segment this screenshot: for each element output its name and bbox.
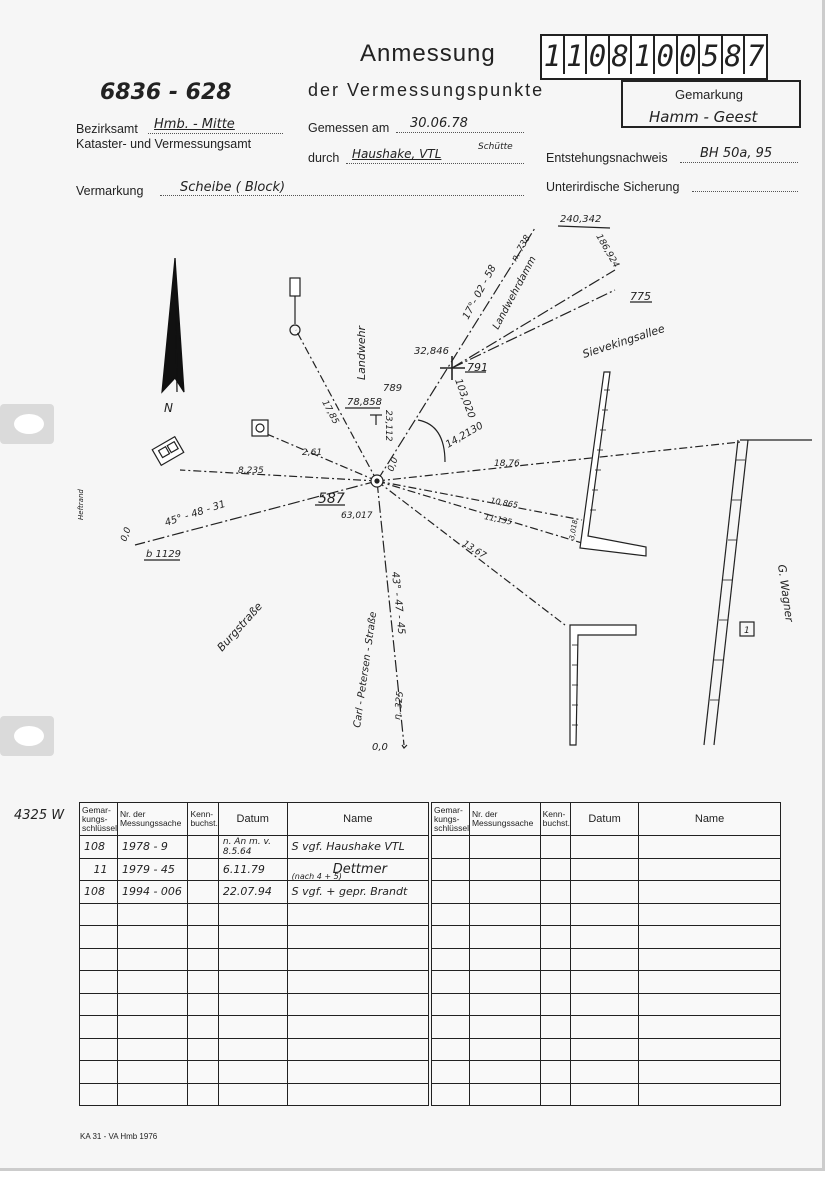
doc-digit: 1: [565, 36, 588, 74]
col-datum: Datum: [571, 803, 639, 836]
point-587-height: 63,017: [341, 511, 373, 521]
register-header-row: [432, 803, 781, 836]
col-kennbuchst: Kenn-buchst.: [188, 803, 218, 836]
street-g-wagner: G. Wagner: [775, 563, 796, 623]
table-row: [432, 1016, 781, 1039]
doc-digit: 1: [632, 36, 655, 74]
table-row: [432, 1038, 781, 1061]
table-row: [80, 948, 429, 971]
heftrand-label: Heftrand: [77, 489, 85, 520]
doc-digit: 8: [723, 36, 746, 74]
entstehung-label: Entstehungsnachweis: [546, 151, 668, 165]
entstehung-line: [680, 162, 798, 163]
bezirksamt-value: Hmb. - Mitte: [154, 117, 235, 132]
label-8235: 8,235: [238, 466, 264, 476]
durch-value-2: Schütte: [478, 142, 513, 152]
cell-name: Dettmer: [287, 858, 428, 881]
col-kennbuchst: Kenn-buchst.: [540, 803, 570, 836]
durch-line: [346, 163, 524, 164]
cell-gemarkung: 11: [80, 858, 118, 881]
cell-name-text: S vgf. + gepr. Brandt: [291, 885, 408, 899]
entstehung-value: BH 50a, 95: [700, 146, 773, 161]
cell-kennbuchst: [188, 836, 218, 859]
gemarkung-label: Gemarkung: [675, 87, 743, 102]
table-row: [432, 993, 781, 1016]
document-subtitle: der Vermessungspunkte: [308, 80, 545, 100]
margin-note: 4325 W: [14, 808, 65, 823]
point-587: 587: [318, 491, 345, 507]
register-header-row: [80, 803, 429, 836]
label-bracket-1: 1: [744, 626, 750, 636]
label-240342: 240,342: [560, 214, 602, 225]
label-142130: 14,2130: [444, 420, 486, 451]
table-row: [80, 971, 429, 994]
north-label: N: [164, 401, 173, 415]
cell-datum: 22.07.94: [218, 881, 287, 904]
street-landwehrdamm: Landwehrdamm: [490, 254, 539, 332]
row-note: (nach 4 + 5): [291, 872, 342, 881]
document-number: [540, 34, 768, 80]
cell-kennbuchst: [188, 881, 218, 904]
cell-kennbuchst: [188, 858, 218, 881]
label-angle-w: 45° - 48 - 31: [163, 498, 227, 529]
table-row: [80, 926, 429, 949]
doc-digit: 7: [746, 39, 765, 73]
street-sievekingsallee: Sievekingsallee: [580, 322, 667, 361]
table-row: [432, 836, 781, 859]
label-78858: 78,858: [347, 397, 382, 408]
north-arrow-icon: [162, 258, 184, 392]
label-775: 775: [630, 290, 651, 303]
col-name: Name: [639, 803, 781, 836]
register-table-left: [79, 802, 429, 1106]
table-row: [432, 858, 781, 881]
table-row: [432, 903, 781, 926]
label-791: 791: [467, 361, 488, 374]
cell-datum: n. An m. v. 8.5.64: [218, 836, 287, 859]
document-title: Anmessung: [360, 40, 496, 67]
doc-digit: 5: [700, 36, 723, 74]
cell-messungssache: 1994 - 006: [117, 881, 188, 904]
col-messungssache: Nr. der Messungssache: [117, 803, 188, 836]
label-zero-w: 0,0: [119, 526, 134, 544]
label-23112: 23,112: [383, 410, 393, 442]
gemarkung-value: Hamm - Geest: [649, 108, 758, 126]
vermarkung-label: Vermarkung: [76, 184, 144, 198]
table-row: [432, 1061, 781, 1084]
label-angle-ne: 17°- 02 - 58: [460, 263, 499, 322]
table-row: [80, 1038, 429, 1061]
street-carl-petersen: Carl - Petersen - Straße: [352, 611, 380, 729]
street-landwehr: Landwehr: [355, 325, 368, 380]
label-1367: 13,67: [460, 539, 488, 562]
label-3018: 3,018: [568, 519, 580, 541]
survey-sketch: [0, 195, 822, 775]
cell-gemarkung: 108: [80, 836, 118, 859]
vermarkung-value: Scheibe ( Block): [180, 180, 286, 195]
table-row: [80, 1083, 429, 1106]
street-burgstrasse: Burgstraße: [214, 599, 266, 655]
unterirdisch-line: [692, 191, 798, 192]
gemessen-line: [396, 132, 524, 133]
label-b1129: b 1129: [146, 549, 181, 560]
label-1876: 18,76: [494, 459, 520, 469]
doc-digit: 0: [655, 36, 678, 74]
table-row: [80, 836, 429, 859]
footer-form-id: KA 31 - VA Hmb 1976: [80, 1132, 158, 1141]
label-zero-s: 0,0: [372, 742, 388, 753]
cell-name: [287, 872, 428, 904]
kataster-label: Kataster- und Vermessungsamt: [76, 137, 252, 151]
label-n325: n. 325: [393, 690, 406, 721]
table-row: [80, 993, 429, 1016]
label-103020: 103,020: [452, 377, 477, 420]
label-zero-n: 0,0: [386, 456, 401, 474]
col-datum: Datum: [218, 803, 287, 836]
table-row: [80, 1061, 429, 1084]
gemarkung-box: [621, 80, 801, 128]
bezirksamt-line: [148, 133, 283, 134]
doc-digit: 1: [542, 36, 565, 74]
cell-messungssache: 1978 - 9: [117, 836, 188, 859]
gemessen-value: 30.06.78: [410, 116, 468, 131]
cell-datum: 6.11.79: [218, 858, 287, 881]
table-row: [432, 926, 781, 949]
table-row: [80, 881, 429, 904]
doc-digit: 0: [678, 36, 701, 74]
register-table-right: [431, 802, 781, 1106]
label-738: n. 738: [509, 233, 533, 264]
label-261: 2,61: [302, 448, 323, 458]
bezirksamt-label: Bezirksamt: [76, 122, 138, 136]
durch-label: durch: [308, 151, 340, 165]
label-angle-s: 43° - 47 - 45: [389, 571, 407, 636]
doc-digit: 8: [610, 36, 633, 74]
cell-name: S vgf. Haushake VTL: [287, 836, 428, 859]
label-789: 789: [383, 383, 403, 394]
label-10865: 10,865: [489, 496, 519, 510]
durch-value: Haushake, VTL: [352, 147, 442, 161]
gemessen-label: Gemessen am: [308, 121, 390, 135]
cell-messungssache: 1979 - 45: [117, 858, 188, 881]
table-row: [80, 1016, 429, 1039]
label-1785: 17,85: [319, 398, 341, 427]
col-messungssache: Nr. der Messungssache: [469, 803, 540, 836]
cell-gemarkung: 108: [80, 881, 118, 904]
unterirdisch-label: Unterirdische Sicherung: [546, 180, 680, 194]
col-gemarkung: Gemar-kungs-schlüssel: [432, 803, 470, 836]
col-gemarkung: Gemar-kungs-schlüssel: [80, 803, 118, 836]
handwritten-id: 6836 - 628: [100, 80, 232, 105]
label-186924: 186,924: [593, 232, 621, 270]
table-row: [80, 858, 429, 881]
table-row: [80, 903, 429, 926]
table-row: [432, 1083, 781, 1106]
table-row: [432, 881, 781, 904]
table-row: [432, 971, 781, 994]
label-32846: 32,846: [414, 346, 449, 357]
doc-digit: 0: [587, 36, 610, 74]
table-row: [432, 948, 781, 971]
col-name: Name: [287, 803, 428, 836]
label-11135: 11,135: [483, 512, 513, 527]
